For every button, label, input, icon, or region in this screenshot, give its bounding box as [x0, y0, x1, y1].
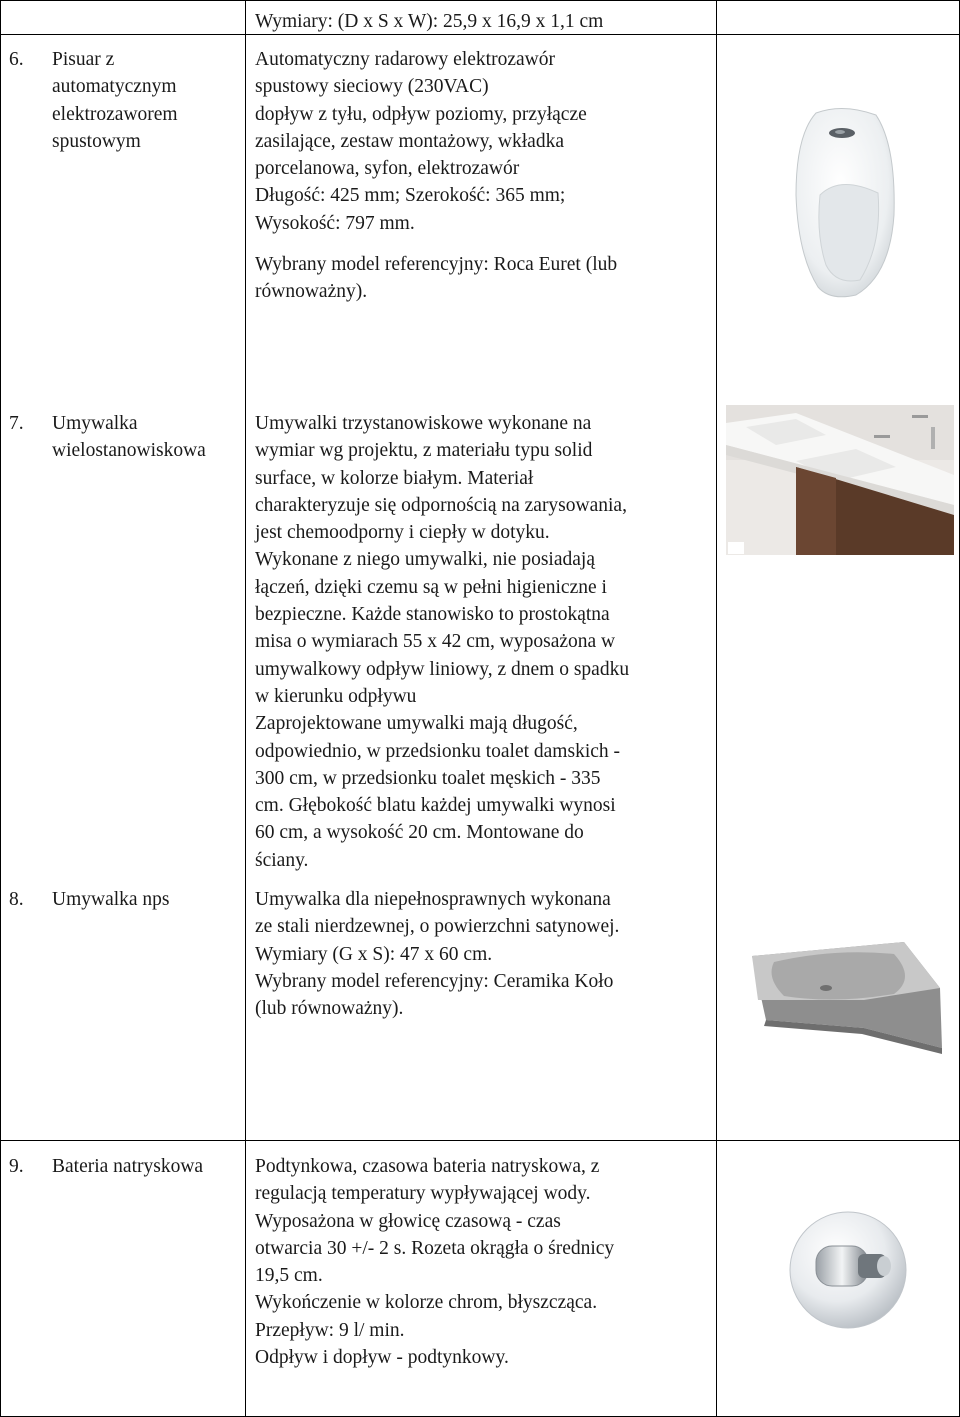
row-description: Umywalka dla niepełnosprawnych wykonana ze stali nierdzewnej, o powierzchni satynowej. Wymiary (G x S): 47 x 60 cm. Wybrany model referencyjny: Ceramika Koło (lub równoważny). — [255, 889, 620, 1020]
row-name: Bateria natryskowa — [52, 1156, 204, 1177]
previous-row-dimensions: Wymiary: (D x S x W): 25,9 x 16,9 x 1,1 cm — [255, 11, 604, 32]
row-name: Umywalka wielostanowiskowa — [52, 413, 206, 462]
row-number: 7. — [9, 413, 24, 434]
accessible-washbasin-photo — [744, 938, 944, 1058]
multi-station-washbasin-photo — [726, 405, 954, 555]
row-description: Podtynkowa, czasowa bateria natryskowa, z regulacją temperatury wypływającej wody. Wyposażona w głowicę czasową - czas otwarcia 30 +/- 2 s. Rozeta okrągła o średnicy 19,5 cm. Wykończenie w kolorze chrom, błyszcząca. Przepływ: 9 l/ min. Odpływ i dopływ - podtynkowy. — [255, 1156, 615, 1369]
urinal-photo — [778, 105, 908, 300]
row-description: Umywalki trzystanowiskowe wykonane na wymiar wg projektu, z materiału typu solid surface, w kolorze białym. Materiał charakteryzuje się odpornością na zarysowania, jest chemoodporny i ciepły w dotyku. Wykonane z niego umywalki, nie posiadają łączeń, dzięki czemu są w pełni higieniczne i bezpieczne. Każde stanowisko to prostokątna misa o wymiarach 55 x 42 cm, wyposażona w umywalkowy odpływ liniowy, z dnem o spadku w kierunku odpływu Zaprojektowane umywalki mają długość, odpowiednio, w przedsionku toalet damskich - 300 cm, w przedsionku toalet męskich - 335 cm. Głębokość blatu każdej umywalki wynosi 60 cm, a wysokość 20 cm. Montowane do ściany. — [255, 413, 630, 871]
row-number: 6. — [9, 49, 24, 70]
row-reference-model: Wybrany model referencyjny: Roca Euret (lub równoważny). — [255, 254, 618, 303]
shower-valve-photo — [786, 1206, 916, 1336]
row-name: Umywalka nps — [52, 889, 170, 910]
row-number: 8. — [9, 889, 24, 910]
row-description: Automatyczny radarowy elektrozawór spustowy sieciowy (230VAC) dopływ z tyłu, odpływ poziomy, przyłącze zasilające, zestaw montażowy, wkładka porcelanowa, syfon, elektrozawór Długość: 425 mm; Szerokość: 365 mm; Wysokość: 797 mm. — [255, 49, 587, 234]
row-number: 9. — [9, 1156, 24, 1177]
row-name: Pisuar z automatycznym elektrozaworem spustowym — [52, 49, 178, 152]
